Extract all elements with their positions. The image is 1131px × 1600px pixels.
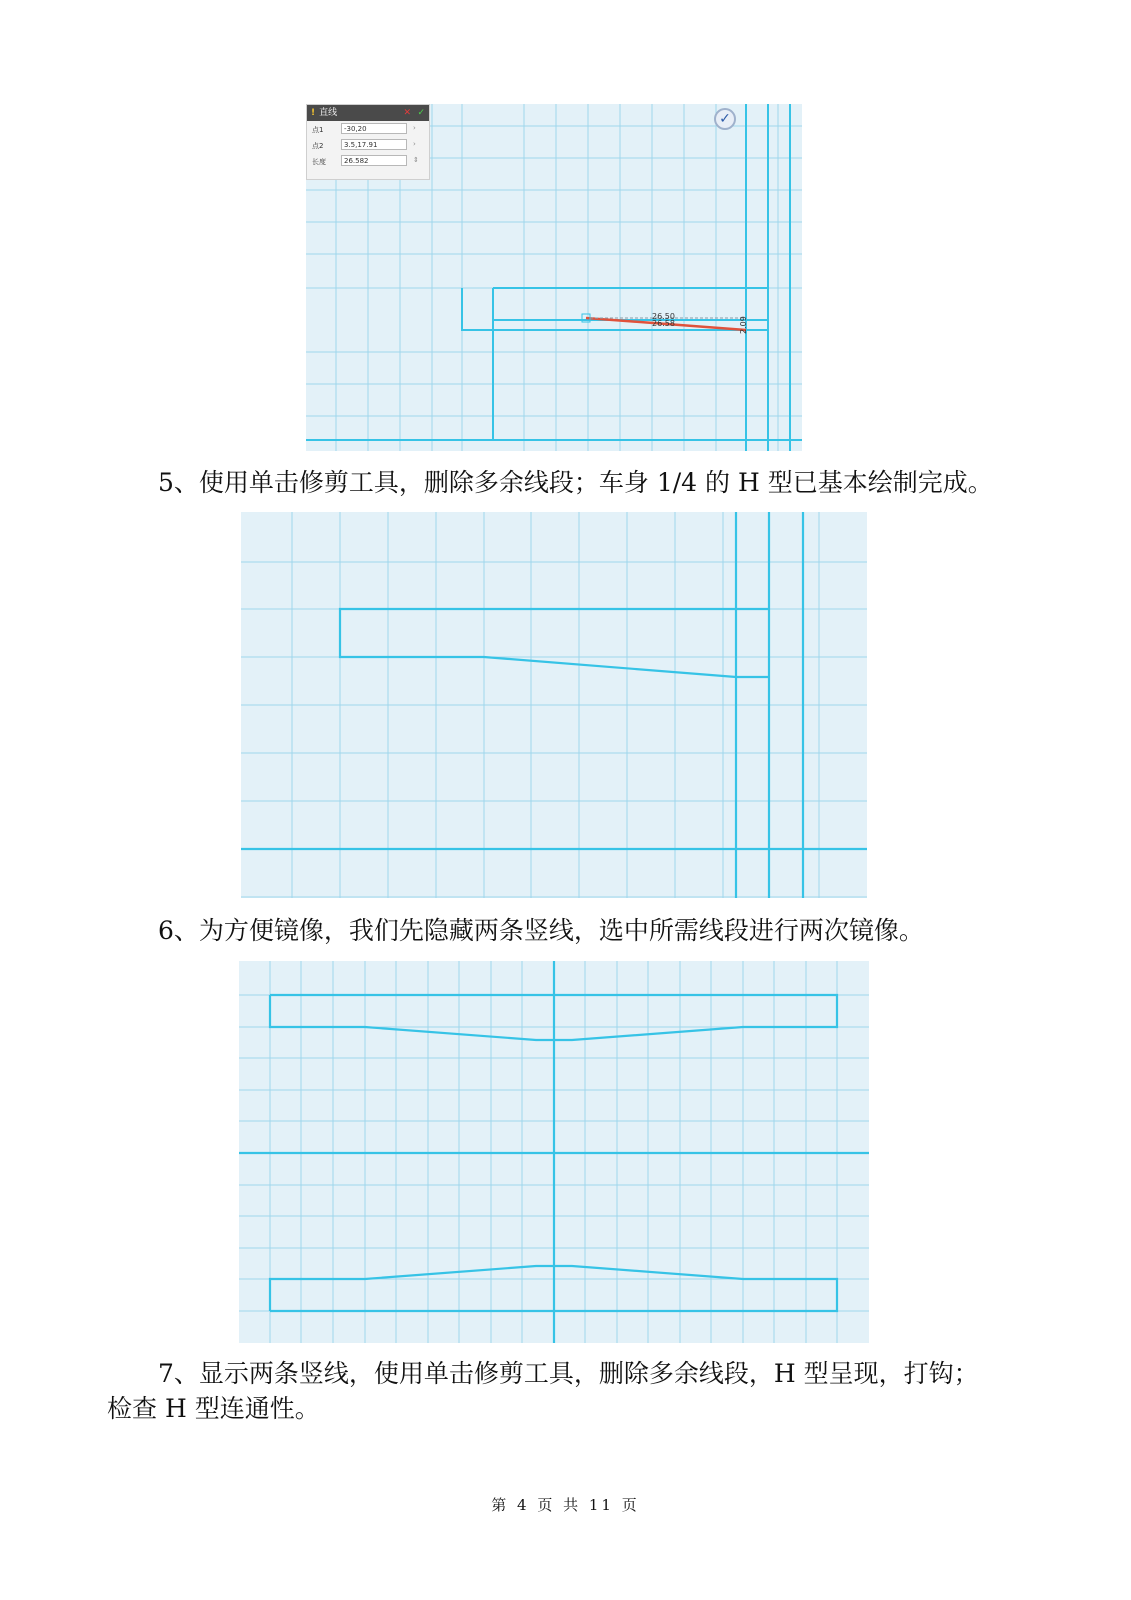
step-7-text: 7、显示两条竖线，使用单击修剪工具，删除多余线段，H 型呈现，打钩； [158, 1359, 979, 1388]
panel-title: 直线 [319, 108, 338, 118]
step-5-text: 5、使用单击修剪工具，删除多余线段；车身 1/4 的 H 型已基本绘制完成。 [158, 468, 993, 497]
step-6-text: 6、为方便镜像，我们先隐藏两条竖线，选中所需线段进行两次镜像。 [158, 916, 924, 945]
param-row-length [307, 153, 429, 169]
param-label: 长度 [312, 158, 326, 166]
length-input[interactable]: 26.582 [341, 155, 407, 166]
step-7-text-continued: 检查 H 型连通性。 [107, 1394, 320, 1423]
param-row-point2 [307, 137, 429, 153]
figure-line-tool [306, 104, 802, 451]
figure-quarter-h [241, 512, 867, 898]
dimension-top: 26.50 [652, 312, 675, 321]
dimension-bottom: 26.58 [652, 319, 675, 328]
cancel-icon[interactable]: ✕ [403, 108, 411, 118]
sketch-canvas-3[interactable] [239, 961, 869, 1343]
panel-header [307, 105, 429, 121]
chevron-right-icon[interactable]: › [413, 124, 416, 132]
confirm-check-icon[interactable]: ✓ [417, 108, 425, 118]
figure-mirrored [239, 961, 869, 1343]
point1-input[interactable]: -30,20 [341, 123, 407, 134]
warning-icon: ! [311, 108, 316, 118]
dimension-vertical: 2.09 [739, 316, 748, 334]
param-label: 点1 [312, 126, 324, 134]
finish-check-button[interactable]: ✓ [714, 108, 736, 130]
chevron-right-icon[interactable]: › [413, 140, 416, 148]
point2-input[interactable]: 3.5,17.91 [341, 139, 407, 150]
line-parameter-panel [306, 104, 430, 180]
param-label: 点2 [312, 142, 324, 150]
param-row-point1 [307, 121, 429, 137]
spinner-icon[interactable]: ⇕ [413, 156, 419, 164]
sketch-canvas-2[interactable] [241, 512, 867, 898]
page-footer: 第 4 页 共 11 页 [491, 1496, 640, 1514]
